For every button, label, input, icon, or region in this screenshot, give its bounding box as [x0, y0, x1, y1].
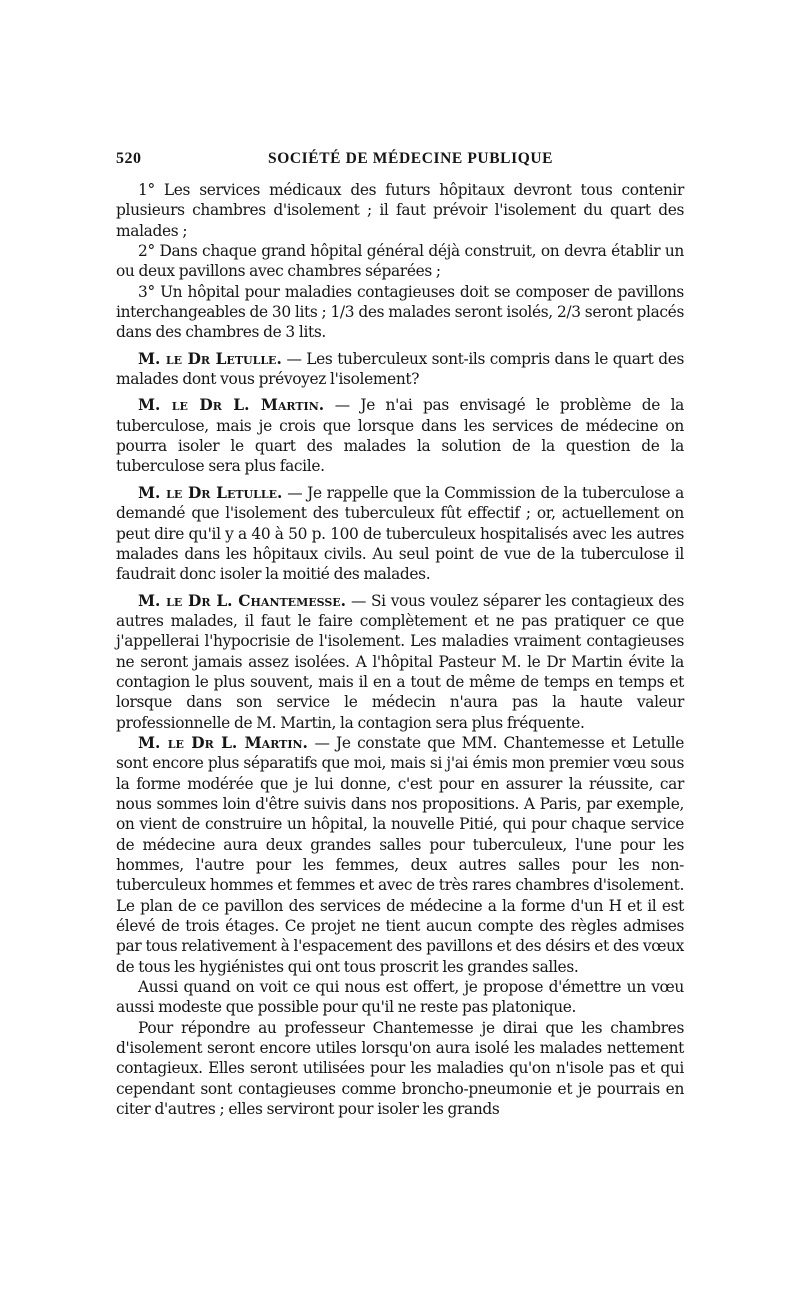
paragraph [116, 1018, 684, 1120]
paragraph [116, 483, 684, 585]
paragraph-text: 1° Les services médicaux des futurs hôpitaux devront tous contenir plusieurs chambres d'isolement ; il faut prévoir l'isolement du quart des malades ; [116, 181, 684, 240]
paragraph [116, 733, 684, 977]
speaker-name: M. le Dr L. Martin. [138, 733, 308, 752]
speaker-name: M. le Dr Letulle. [138, 483, 283, 502]
paragraph [116, 282, 684, 343]
paragraph-text: Aussi quand on voit ce qui nous est offert, je propose d'émettre un vœu aussi modeste que possible pour qu'il ne reste pas platonique. [116, 978, 684, 1017]
paragraph [116, 977, 684, 1018]
paragraph-text: 2° Dans chaque grand hôpital général déjà construit, on devra établir un ou deux pavillons avec chambres séparées ; [116, 242, 684, 281]
body-text [116, 180, 684, 1119]
speaker-name: M. le Dr Letulle. [138, 349, 282, 368]
running-head [116, 150, 678, 172]
paragraph [116, 180, 684, 241]
journal-title: SOCIÉTÉ DE MÉDECINE PUBLIQUE [268, 150, 554, 167]
paragraph [116, 241, 684, 282]
speaker-name: M. le Dr L. Martin. [138, 396, 325, 415]
paragraph-text: — Je constate que MM. Chantemesse et Letulle sont encore plus séparatifs que moi, mais si j'ai émis mon premier vœu sous la forme modérée que je lui donne, c'est pour en assurer la réussite, car nous sommes loin d'être suivis dans nos propositions. A Paris, par exemple, on vient de construire un hôpital, la nouvelle Pitié, qui pour chaque service de médecine aura deux grandes salles pour tuberculeux, l'une pour les hommes, l'autre pour les femmes, deux autres salles pour les non-tuberculeux hommes et femmes et avec de très rares chambres d'isolement. Le plan de ce pavillon des services de médecine a la forme d'un H et il est élevé de trois étages. Ce projet ne tient aucun compte des règles admises par tous relativement à l'espacement des pavillons et des désirs et des vœux de tous les hygiénistes qui ont tous proscrit les grandes salles. [116, 733, 684, 976]
paragraph-text: — Je n'ai pas envisagé le problème de la tuberculose, mais je crois que lorsque dans les services de médecine on pourra isoler le quart des malades la solution de la question de la tuberculose sera plus facile. [116, 396, 684, 476]
page-number: 520 [116, 150, 142, 167]
paragraph-text: Pour répondre au professeur Chantemesse je dirai que les chambres d'isolement seront encore utiles lorsqu'on aura isolé les malades nettement contagieux. Elles seront utilisées pour les maladies qu'on n'isole pas et qui cependant sont contagieuses comme broncho-pneumonie et je pourrais en citer d'autres ; elles serviront pour isoler les grands [116, 1018, 684, 1119]
paragraph [116, 591, 684, 733]
paragraph-text: — Je rappelle que la Commission de la tuberculose a demandé que l'isolement des tuberculeux fût effectif ; or, actuellement on peut dire qu'il y a 40 à 50 p. 100 de tuberculeux hospitalisés avec les autres malades dans les hôpitaux civils. Au seul point de vue de la tuberculose il faudrait donc isoler la moitié des malades. [116, 483, 684, 584]
speaker-name: M. le Dr L. Chantemesse. [138, 591, 347, 610]
paragraph-text: — Les tuberculeux sont-ils compris dans le quart des malades dont vous prévoyez l'isolement? [116, 349, 684, 389]
paragraph-text: 3° Un hôpital pour maladies contagieuses doit se composer de pavillons interchangeables de 30 lits ; 1/3 des malades seront isolés, 2/3 seront placés dans des chambres de 3 lits. [116, 282, 684, 342]
paragraph-text: — Si vous voulez séparer les contagieux des autres malades, il faut le faire complètement et ne pas pratiquer ce que j'appellerai l'hypocrisie de l'isolement. Les maladies vraiment contagieuses ne seront jamais assez isolées. A l'hôpital Pasteur M. le Dr Martin évite la contagion le plus souvent, mais il en a tout de même de temps en temps et lorsque dans son service le médecin n'aura pas la haute valeur professionnelle de M. Martin, la contagion sera plus fréquente. [116, 591, 684, 732]
paragraph [116, 395, 684, 476]
paragraph [116, 349, 684, 390]
